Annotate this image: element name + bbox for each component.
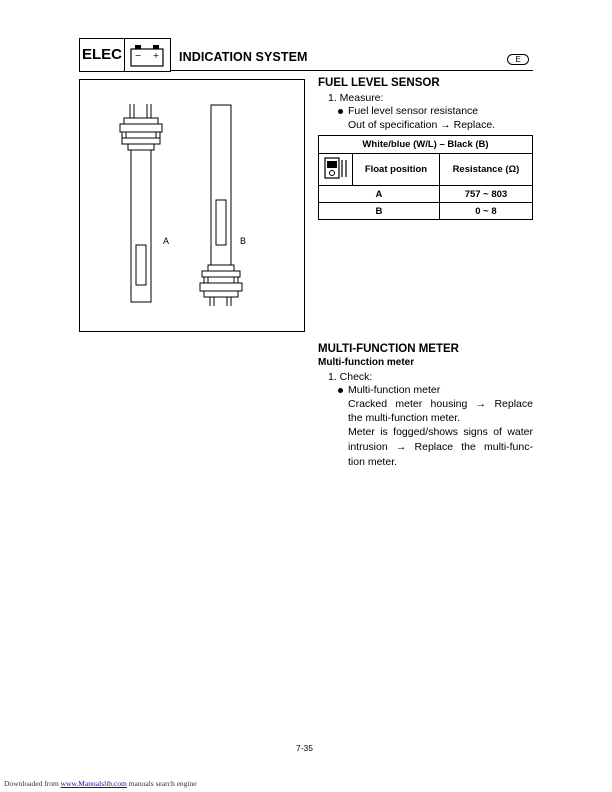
meter-instruction-line: Cracked meter housing → Replace (348, 398, 533, 410)
meter-check-bullet: Multi-function meter (348, 384, 441, 396)
meter-instruction-line: intrusion → Replace the multi-func- (348, 441, 533, 453)
sensor-b-label: B (240, 236, 247, 246)
float-position-cell: A (319, 186, 440, 203)
battery-minus-sign: − (134, 51, 142, 60)
wire-color-header: White/blue (W/L) – Black (B) (319, 136, 533, 154)
footer-suffix: manuals search engine (126, 779, 197, 788)
language-badge: E (507, 54, 529, 65)
fuel-sensor-drawing (80, 80, 306, 333)
fuel-measure-bullet: Fuel level sensor resistance (348, 105, 479, 117)
fuel-measure-step: 1. Measure: (328, 92, 384, 104)
meter-instruction-line: the multi-function meter. (348, 412, 461, 424)
resistance-header: Resistance (Ω) (439, 154, 532, 186)
section-code-badge: ELEC (79, 38, 125, 72)
manualslib-link[interactable]: www.Manualslib.com (60, 779, 127, 788)
fuel-sensor-illustration (79, 79, 305, 332)
meter-instruction-line: Meter is fogged/shows signs of water (348, 426, 533, 438)
battery-icon-box (125, 38, 171, 72)
sensor-a-label: A (163, 236, 170, 246)
battery-plus-sign: + (152, 51, 160, 60)
header-divider (171, 70, 533, 71)
multimeter-icon-cell (319, 154, 353, 186)
multi-function-meter-heading: MULTI-FUNCTION METER (318, 343, 459, 355)
float-position-cell: B (319, 203, 440, 220)
multi-function-meter-subheading: Multi-function meter (318, 357, 415, 368)
battery-icon (125, 39, 169, 71)
multimeter-icon (322, 155, 350, 181)
resistance-spec-table (318, 135, 533, 220)
page-number: 7-35 (296, 743, 314, 753)
fuel-out-of-spec-note: Out of specification → Replace. (348, 119, 496, 131)
download-footer (4, 779, 197, 788)
fuel-level-sensor-heading: FUEL LEVEL SENSOR (318, 77, 440, 89)
footer-prefix: Downloaded from (4, 779, 59, 788)
meter-check-step: 1. Check: (328, 371, 373, 383)
resistance-cell: 0 ~ 8 (439, 203, 532, 220)
page-title: INDICATION SYSTEM (179, 50, 308, 64)
resistance-cell: 757 ~ 803 (439, 186, 532, 203)
meter-instruction-line: tion meter. (348, 456, 398, 468)
float-position-header: Float position (353, 154, 440, 186)
